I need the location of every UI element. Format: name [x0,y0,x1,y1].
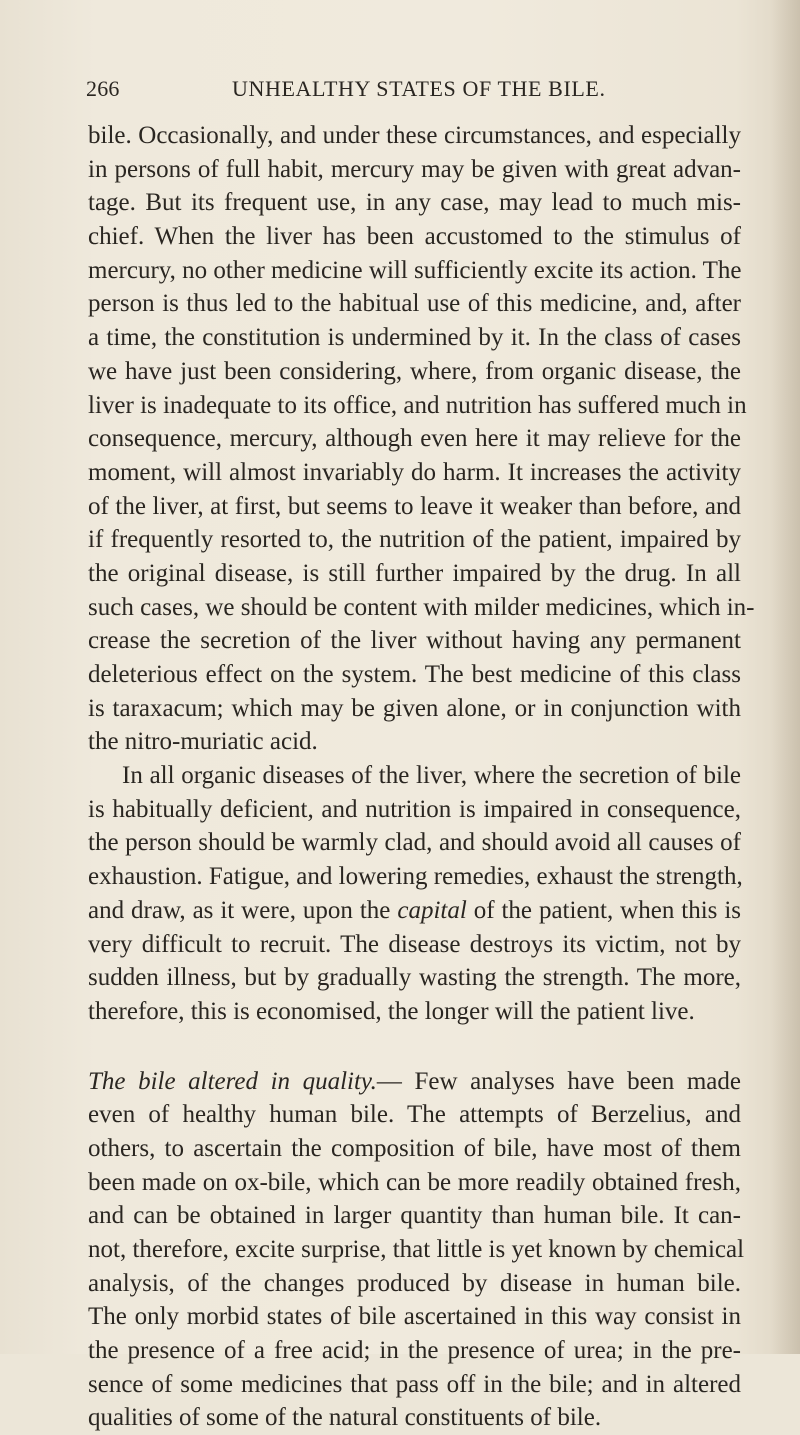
text-line: not, therefore, excite surprise, that little is yet known by chemical [88,1236,745,1263]
text-line: very difficult to recruit. The disease destroys its victim, not by [88,930,741,958]
text-line: the presence of a free acid; in the presence of urea; in the pre- [88,1337,741,1365]
text-line: even of healthy human bile. The attempts of Berzelius, and [88,1101,741,1129]
text-line: therefore, this is economised, the longer will the patient live. [88,997,695,1025]
paragraph-3 [88,1065,745,1435]
text-line: consequence, mercury, although even here it may relieve for the [88,425,741,453]
text-line: such cases, we should be content with milder medicines, which in- [88,593,755,621]
text-line: qualities of some of the natural constituents of bile. [88,1404,602,1432]
text-segment: of the patient, when this is [466,896,741,924]
page-number: 266 [86,76,120,101]
text-line: chief. When the liver has been accustomed to the stimulus of [88,223,741,251]
text-line: a time, the constitution is undermined by it. In the class of cases [88,324,741,352]
text-line: deleterious effect on the system. The best medicine of this class [88,661,741,688]
text-line: been made on ox-bile, which can be more readily obtained fresh, [88,1168,741,1196]
text-line: the nitro-muriatic acid. [88,728,318,756]
text-segment: — Few analyses have been made [376,1067,741,1095]
text-line: we have just been considering, where, from organic disease, the [88,357,741,385]
text-line: crease the secretion of the liver without having any permanent [88,627,741,655]
body-text [88,119,755,1435]
running-head [86,76,746,108]
text-line: is habitually deficient, and nutrition is impaired in consequence, [88,795,741,823]
section-heading: The bile altered in quality. [88,1067,377,1095]
running-title: UNHEALTHY STATES OF THE BILE. [232,76,606,101]
text-line: analysis, of the changes produced by disease in human bile. [88,1269,741,1297]
text-line: sudden illness, but by gradually wasting the strength. The more, [88,964,741,992]
text-line: in persons of full habit, mercury may be given with great advan- [88,155,741,183]
text-line: is taraxacum; which may be given alone, or in conjunction with [88,694,741,722]
text-line: exhaustion. Fatigue, and lowering remedies, exhaust the strength, [88,863,743,891]
paragraph-2 [88,759,741,1029]
text-line: of the liver, at first, but seems to leave it weaker than before, and [88,492,741,520]
text-line: others, to ascertain the composition of bile, have most of them [88,1134,741,1162]
section-gap [88,1029,741,1065]
text-line: sence of some medicines that pass off in the bile; and in altered [88,1370,741,1398]
text-line: person is thus led to the habitual use of this medicine, and, after [88,290,741,318]
text-line: In all organic diseases of the liver, where the secretion of bile [122,762,741,790]
text-line: the original disease, is still further impaired by the drug. In all [88,559,741,587]
page-edge-shadow [770,0,800,1354]
text-line: liver is inadequate to its office, and nutrition has suffered much in [88,391,747,419]
text-line: if frequently resorted to, the nutrition of the patient, impaired by [88,526,741,554]
text-line-with-heading [88,1065,741,1099]
italic-word-capital: capital [397,896,467,924]
text-line: moment, will almost invariably do harm. It increases the activity [88,458,741,486]
text-line: tage. But its frequent use, in any case, may lead to much mis- [88,189,741,217]
text-line: and can be obtained in larger quantity than human bile. It can- [88,1202,741,1230]
paragraph-1 [88,119,755,759]
text-line-with-italic [88,894,741,928]
text-line: bile. Occasionally, and under these circumstances, and especially [88,122,741,149]
text-segment: and draw, as it were, upon the [88,896,398,924]
text-line: mercury, no other medicine will sufficiently excite its action. The [88,256,742,284]
text-line: the person should be warmly clad, and should avoid all causes of [88,829,741,857]
text-line: The only morbid states of bile ascertained in this way consist in [88,1303,741,1331]
